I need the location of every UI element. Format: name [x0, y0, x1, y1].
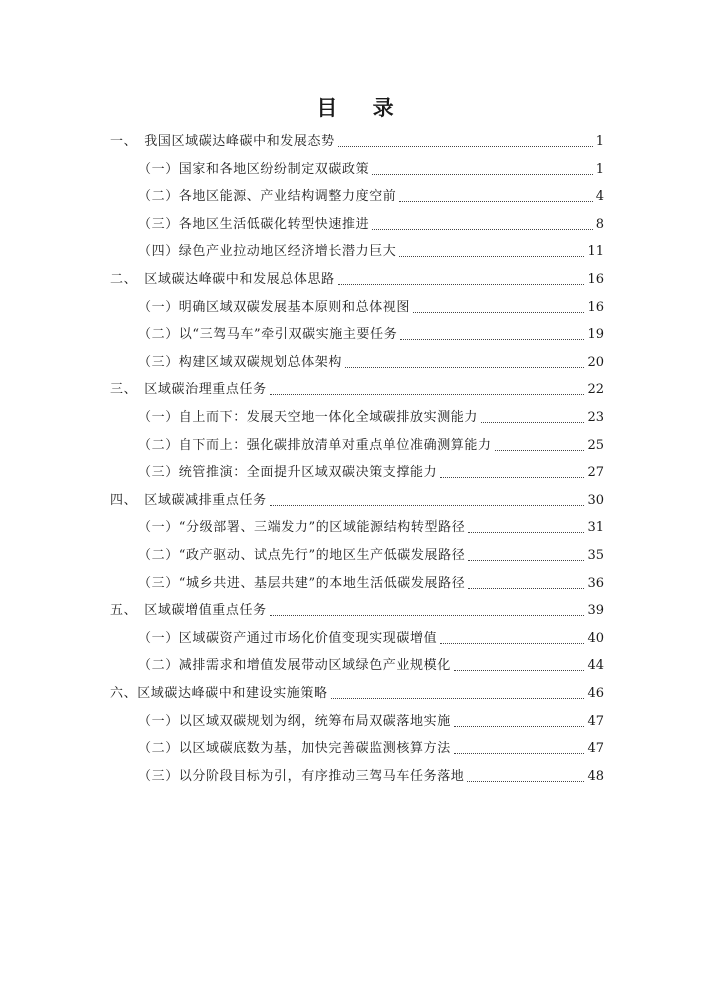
toc-chapter-entry[interactable] — [110, 268, 604, 288]
toc-entry-title: （三）以分阶段目标为引，有序推动三驾马车任务落地 — [138, 768, 465, 784]
toc-dot-leader — [454, 670, 585, 671]
toc-dot-leader — [468, 588, 584, 589]
toc-entry-title: 一、 我国区域碳达峰碳中和发展态势 — [110, 134, 335, 149]
toc-section-entry[interactable] — [138, 544, 604, 564]
toc-dot-leader — [454, 726, 585, 727]
toc-dot-leader — [331, 698, 585, 699]
toc-chapter-entry[interactable] — [110, 599, 604, 619]
toc-section-entry[interactable] — [138, 627, 604, 647]
toc-entry-title: （一）以区域双碳规划为纲，统筹布局双碳落地实施 — [138, 713, 451, 729]
toc-section-entry[interactable] — [138, 185, 604, 205]
toc-entry-title: （三）各地区生活低碳化转型快速推进 — [138, 216, 370, 232]
toc-page-number: 30 — [587, 492, 604, 508]
toc-dot-leader — [481, 422, 584, 423]
toc-entry-title: （一）自上而下：发展天空地一体化全域碳排放实测能力 — [138, 410, 479, 425]
toc-dot-leader — [413, 312, 584, 313]
toc-page-number: 22 — [587, 382, 604, 398]
toc-page-number: 1 — [595, 134, 604, 149]
toc-page-number: 23 — [587, 410, 604, 425]
toc-section-entry[interactable] — [138, 737, 604, 757]
toc-entry-title: （四）绿色产业拉动地区经济增长潜力巨大 — [138, 244, 397, 260]
toc-chapter-entry[interactable] — [110, 130, 604, 150]
toc-page-number: 20 — [587, 354, 604, 370]
toc-entry-title: 五、 区域碳增值重点任务 — [110, 603, 267, 619]
toc-section-entry[interactable] — [138, 572, 604, 592]
toc-section-entry[interactable] — [138, 516, 604, 536]
toc-section-entry[interactable] — [138, 765, 604, 785]
toc-entry-title: 六、区域碳达峰碳中和建设实施策略 — [110, 686, 328, 701]
toc-section-entry[interactable] — [138, 710, 604, 730]
toc-dot-leader — [468, 532, 584, 533]
toc-entry-title: （二）“政产驱动、试点先行”的地区生产低碳发展路径 — [138, 548, 466, 563]
toc-page-number: 25 — [587, 437, 604, 453]
toc-section-entry[interactable] — [138, 296, 604, 316]
toc-page-number: 4 — [595, 189, 604, 205]
toc-section-entry[interactable] — [138, 406, 604, 426]
toc-dot-leader — [372, 229, 593, 230]
toc-entry-title: （一）明确区域双碳发展基本原则和总体视图 — [138, 299, 411, 315]
toc-chapter-entry[interactable] — [110, 378, 604, 398]
toc-page-number: 48 — [587, 768, 604, 784]
toc-entry-title: （二）减排需求和增值发展带动区域绿色产业规模化 — [138, 658, 451, 674]
toc-dot-leader — [399, 256, 584, 257]
toc-entry-title: （二）以“三驾马车”牵引双碳实施主要任务 — [138, 327, 398, 343]
toc-dot-leader — [372, 174, 593, 175]
toc-dot-leader — [440, 477, 584, 478]
toc-page-number: 46 — [587, 686, 604, 701]
toc-section-entry[interactable] — [138, 240, 604, 260]
toc-dot-leader — [338, 146, 593, 147]
toc-page-number: 1 — [595, 161, 604, 177]
toc-page-number: 31 — [587, 520, 604, 536]
toc-dot-leader — [454, 753, 585, 754]
toc-dot-leader — [270, 394, 585, 395]
toc-entry-title: （一）“分级部署、三端发力”的区域能源结构转型路径 — [138, 520, 466, 536]
toc-dot-leader — [467, 781, 584, 782]
toc-page-number: 40 — [587, 630, 604, 646]
toc-chapter-entry[interactable] — [110, 489, 604, 509]
toc-entry-title: （一）区域碳资产通过市场化价值变现实现碳增值 — [138, 630, 438, 646]
toc-page-number: 36 — [587, 575, 604, 591]
toc-entry-title: 二、 区域碳达峰碳中和发展总体思路 — [110, 272, 335, 287]
toc-chapter-entry[interactable] — [110, 682, 604, 702]
toc-section-entry[interactable] — [138, 461, 604, 481]
toc-entry-title: （一）国家和各地区纷纷制定双碳政策 — [138, 161, 370, 177]
toc-entry-title: （三）“城乡共进、基层共建”的本地生活低碳发展路径 — [138, 575, 466, 591]
toc-dot-leader — [468, 560, 584, 561]
toc-dot-leader — [270, 615, 585, 616]
toc-section-entry[interactable] — [138, 434, 604, 454]
toc-dot-leader — [345, 367, 584, 368]
toc-entry-title: （二）各地区能源、产业结构调整力度空前 — [138, 189, 397, 205]
toc-entry-title: （二）以区域碳底数为基，加快完善碳监测核算方法 — [138, 741, 451, 757]
toc-entry-title: （三）统管推演：全面提升区域双碳决策支撑能力 — [138, 465, 438, 481]
toc-page-number: 27 — [587, 465, 604, 481]
toc-page-number: 11 — [587, 244, 604, 260]
toc-entry-title: （二）自下而上：强化碳排放清单对重点单位准确测算能力 — [138, 437, 492, 453]
toc-dot-leader — [495, 450, 585, 451]
toc-dot-leader — [399, 201, 592, 202]
toc-entry-title: 三、 区域碳治理重点任务 — [110, 382, 267, 398]
toc-entry-title: （三）构建区域双碳规划总体架构 — [138, 354, 343, 370]
toc-page-number: 19 — [587, 327, 604, 343]
toc-page-number: 16 — [587, 299, 604, 315]
toc-page-number: 35 — [587, 548, 604, 563]
toc-page-number: 47 — [587, 713, 604, 729]
toc-page-number: 39 — [587, 603, 604, 619]
toc-section-entry[interactable] — [138, 654, 604, 674]
toc-dot-leader — [440, 643, 584, 644]
toc-page-number: 16 — [587, 272, 604, 287]
toc-page-number: 44 — [587, 658, 604, 674]
toc-page-number: 8 — [595, 216, 604, 232]
toc-section-entry[interactable] — [138, 323, 604, 343]
toc-page-number: 47 — [587, 741, 604, 757]
toc-dot-leader — [338, 284, 585, 285]
toc-section-entry[interactable] — [138, 158, 604, 178]
page-title: 目 录 — [316, 96, 408, 120]
toc-dot-leader — [270, 505, 585, 506]
toc-section-entry[interactable] — [138, 351, 604, 371]
toc-dot-leader — [400, 339, 584, 340]
toc-entry-title: 四、 区域碳减排重点任务 — [110, 492, 267, 508]
toc-section-entry[interactable] — [138, 213, 604, 233]
